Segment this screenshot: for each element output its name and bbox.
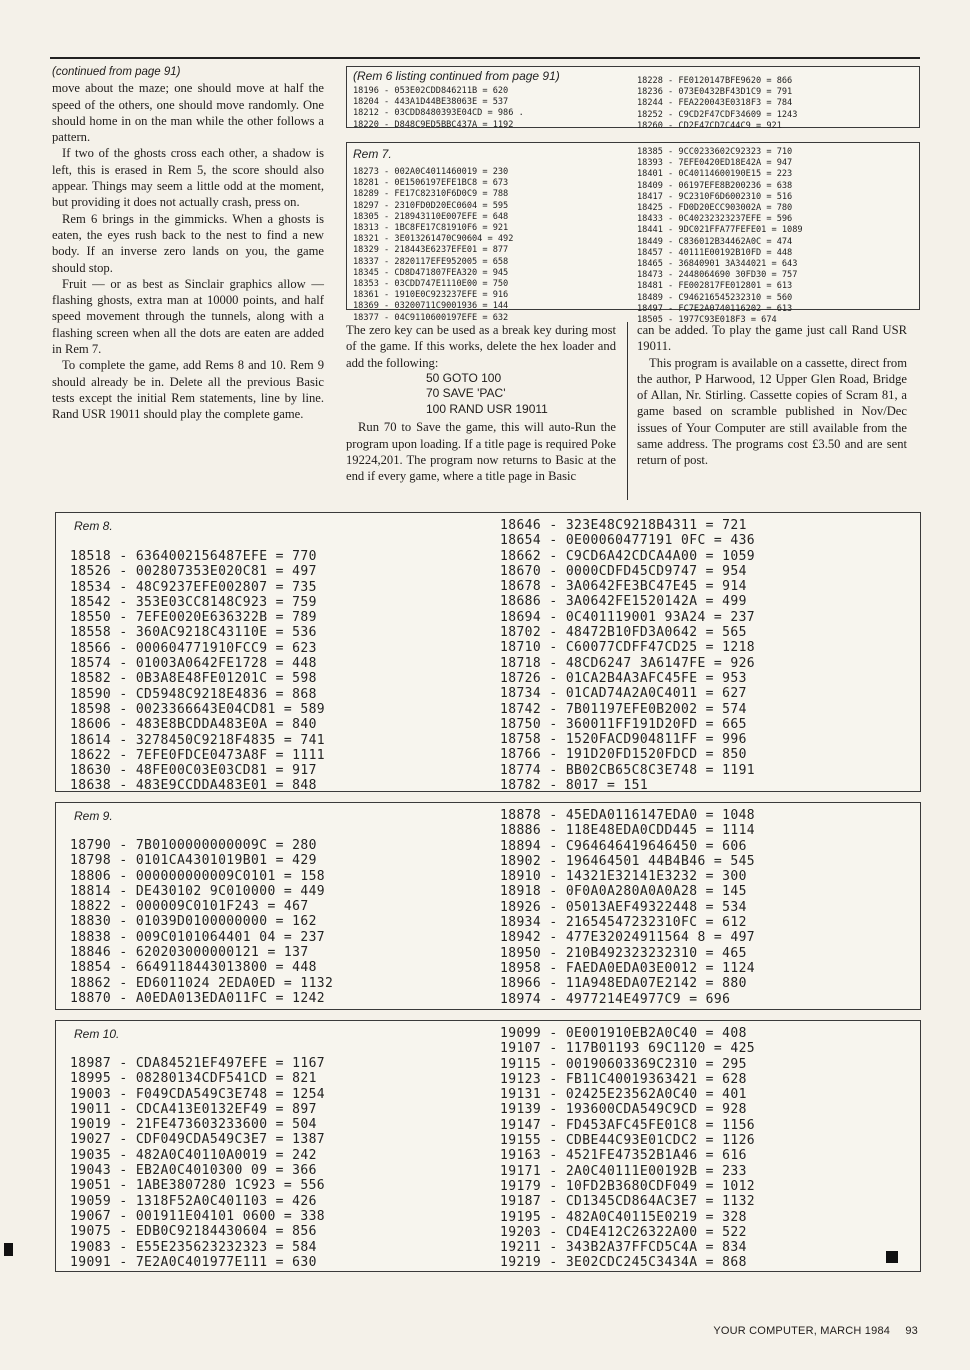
listing-line: 18790 - 7B0100000000009C = 280 xyxy=(70,838,317,853)
listing-line: 18798 - 0101CA4301019B01 = 429 xyxy=(70,853,317,869)
listing-line: 19171 - 2A0C40111E00192B = 233 xyxy=(500,1163,747,1179)
listing-line: 18401 - 0C40114600190E15 = 223 xyxy=(637,169,793,180)
listing-line: 18329 - 218443E6237EFE01 = 877 xyxy=(353,245,509,256)
listing-line: 18313 - 1BC8FE17C81910F6 = 921 xyxy=(353,223,509,234)
listing-line: 18846 - 620203000000121 = 137 xyxy=(70,945,309,961)
listing-line: 18782 - 8017 = 151 xyxy=(500,778,649,794)
listing-line: 18774 - BB02CB65C8C3E748 = 1191 xyxy=(500,762,756,778)
listing-line: 18598 - 0023366643E04CD81 = 589 xyxy=(70,701,326,717)
listing-line: 18204 - 443A1D44BE38063E = 537 xyxy=(353,97,509,108)
listing-line: 18814 - DE430102 9C010000 = 449 xyxy=(70,883,326,899)
listing-line: 18497 - FC7E2A0740116202 = 613 xyxy=(637,303,793,314)
listing-line: 18534 - 48C9237EFE002807 = 735 xyxy=(70,579,317,595)
article-column-middle xyxy=(346,322,616,485)
listing-title: Rem 9. xyxy=(74,809,113,823)
listing-title: Rem 10. xyxy=(74,1027,120,1041)
listing-line: 18220 - D848C9ED5BBC437A = 1192 xyxy=(353,119,514,130)
listing-column-right xyxy=(500,518,918,793)
listing-line: 18252 - C9CD2F47CDF34609 = 1243 xyxy=(637,109,798,120)
listing-line: 18297 - 2310FD0D20EC0604 = 595 xyxy=(353,200,509,211)
listing-line: 18377 - 04C9110600197EFE = 632 xyxy=(353,312,509,323)
listing-line: 18228 - FE0120147BFE9620 = 866 xyxy=(637,76,793,86)
listing-line: 18718 - 48CD6247 3A6147FE = 926 xyxy=(500,655,756,671)
listing-line: 18910 - 14321E32141E3232 = 300 xyxy=(500,869,747,885)
listing-line: 18481 - FE002817FE012801 = 613 xyxy=(637,281,793,292)
basic-line: 70 SAVE 'PAC' xyxy=(426,386,506,401)
listing-line: 18678 - 3A0642FE3BC47E45 = 914 xyxy=(500,579,747,595)
article-column-left xyxy=(52,64,324,423)
listing-line: 19019 - 21FE473603233600 = 504 xyxy=(70,1117,317,1133)
listing-line: 18766 - 191D20FD1520FDCD = 850 xyxy=(500,747,747,763)
paragraph: To complete the game, add Rems 8 and 10. Rem 9 should already be in. Delete all the previous Basic tests except the initial Rem statements, line by line. Rand USR 19011 should play the complete game. xyxy=(52,358,324,422)
listing-line: 19075 - EDB0C92184430604 = 856 xyxy=(70,1224,317,1240)
listing-line: 19043 - EB2A0C4010300 09 = 366 xyxy=(70,1163,317,1179)
listing-line: 18902 - 196464501 44B4B46 = 545 xyxy=(500,853,756,869)
top-rule xyxy=(50,57,920,59)
paragraph: If two of the ghosts cross each other, a shadow is left, this is erased in Rem 5, the score should also appear. Things may seem a little odd at the moment, but providing it does not actually crash, press on. xyxy=(52,146,324,210)
listing-line: 18542 - 353E03CC8148C923 = 759 xyxy=(70,594,317,610)
listing-line: 18489 - C946216545232310 = 560 xyxy=(637,292,793,303)
listing-line: 18926 - 05013AEF49322448 = 534 xyxy=(500,899,747,915)
listing-line: 18686 - 3A0642FE1520142A = 499 xyxy=(500,594,747,610)
listing-line: 18987 - CDA84521EF497EFE = 1167 xyxy=(70,1056,326,1071)
listing-line: 19139 - 193600CDA549C9CD = 928 xyxy=(500,1102,747,1118)
listing-line: 18260 - CD2F47CD7C44C9 = 921 xyxy=(637,120,782,131)
listing-line: 19107 - 117B01193 69C1120 = 425 xyxy=(500,1041,756,1057)
listing-line: 18369 - 03200711C9001936 = 144 xyxy=(353,301,509,312)
listing-line: 18702 - 48472B10FD3A0642 = 565 xyxy=(500,625,747,641)
rem6-listing xyxy=(346,66,920,131)
listing-line: 18638 - 483E9CCDDA483E01 = 848 xyxy=(70,778,317,794)
listing-line: 19155 - CDBE44C93E01CDC2 = 1126 xyxy=(500,1133,756,1149)
listing-line: 19099 - 0E001910EB2A0C40 = 408 xyxy=(500,1026,747,1041)
listing-line: 19195 - 482A0C40115E0219 = 328 xyxy=(500,1209,747,1225)
listing-line: 18465 - 36840901 3A344021 = 643 xyxy=(637,259,798,270)
listing-line: 19067 - 001911E04101 0600 = 338 xyxy=(70,1208,326,1224)
listing-line: 18441 - 9DC021FFA77FEFE01 = 1089 xyxy=(637,225,803,236)
listing-line: 18734 - 01CAD74A2A0C4011 = 627 xyxy=(500,686,747,702)
listing-line: 18558 - 360AC9218C43110E = 536 xyxy=(70,625,317,641)
listing-line: 18345 - CD8D471807FEA320 = 945 xyxy=(353,267,509,278)
listing-line: 18654 - 0E00060477191 0FC = 436 xyxy=(500,533,756,549)
listing-line: 18854 - 6649118443013800 = 448 xyxy=(70,960,317,976)
listing-line: 19059 - 1318F52A0C401103 = 426 xyxy=(70,1193,317,1209)
listing-column-left xyxy=(353,167,633,324)
listing-line: 18321 - 3E013261470C90604 = 492 xyxy=(353,234,514,245)
listing-line: 18550 - 7EFE0020E636322B = 789 xyxy=(70,610,317,626)
margin-mark xyxy=(4,1243,13,1256)
listing-column-right xyxy=(500,1026,918,1271)
listing-line: 19187 - CD1345CD864AC3E7 = 1132 xyxy=(500,1194,756,1210)
rem10-listing xyxy=(55,1020,921,1272)
listing-column-right xyxy=(500,808,918,1007)
paragraph: Fruit — or as best as Sinclair graphics allow — flashing ghosts, extra man at 10000 points, and half speed movement through the tunnels, along with a flashing screen when all the dots are eaten are added in Rem 7. xyxy=(52,276,324,357)
listing-line: 18822 - 000009C0101F243 = 467 xyxy=(70,899,309,915)
listing-line: 18337 - 2820117EFE952005 = 658 xyxy=(353,256,509,267)
listing-line: 18942 - 477E32024911564 8 = 497 xyxy=(500,930,756,946)
listing-line: 18726 - 01CA2B4A3AFC45FE = 953 xyxy=(500,670,747,686)
listing-line: 18830 - 01039D0100000000 = 162 xyxy=(70,914,317,930)
listing-line: 18606 - 483E8BCDDA483E0A = 840 xyxy=(70,717,317,733)
listing-line: 19011 - CDCA413E0132EF49 = 897 xyxy=(70,1101,317,1117)
listing-line: 18886 - 118E48EDA0CDD445 = 1114 xyxy=(500,823,756,839)
page-footer xyxy=(701,1325,918,1337)
listing-line: 18236 - 073E0432BF43D1C9 = 791 xyxy=(637,87,793,98)
listing-line: 18425 - FD0D20ECC903002A = 780 xyxy=(637,203,793,214)
listing-column-left xyxy=(70,1056,490,1270)
paragraph: The zero key can be used as a break key during most of the game. If this works, delete the hex loader and add the following: xyxy=(346,323,616,370)
listing-line: 18710 - C60077CDFF47CD25 = 1218 xyxy=(500,640,756,656)
listing-line: 19115 - 00190603369C2310 = 295 xyxy=(500,1056,747,1072)
listing-line: 18614 - 3278450C9218F4835 = 741 xyxy=(70,732,326,748)
listing-line: 19179 - 10FD2B3680CDF049 = 1012 xyxy=(500,1178,756,1194)
listing-line: 19203 - CD4E412C26322A00 = 522 xyxy=(500,1224,747,1240)
paragraph: Run 70 to Save the game, this will auto-Run the program upon loading. If a title page is required Poke 19224,201. The program now returns to Basic at the end if every game, where a title page in Basic xyxy=(346,420,616,484)
listing-line: 18694 - 0C401119001 93A24 = 237 xyxy=(500,609,756,625)
rem8-listing xyxy=(55,512,921,792)
listing-line: 18196 - 053E02CDD846211B = 620 xyxy=(353,86,509,96)
listing-line: 18838 - 009C0101064401 04 = 237 xyxy=(70,929,326,945)
listing-line: 18244 - FEA220043E0318F3 = 784 xyxy=(637,98,793,109)
basic-line: 50 GOTO 100 xyxy=(426,370,502,385)
listing-line: 18409 - 06197EFE8B200236 = 638 xyxy=(637,180,793,191)
listing-line: 18505 - 1977C93E018F3 = 674 xyxy=(637,315,777,326)
listing-line: 18750 - 360011FF191D20FD = 665 xyxy=(500,716,747,732)
listing-line: 18353 - 03CDD747E1110E00 = 750 xyxy=(353,279,509,290)
listing-line: 19131 - 02425E23562A0C40 = 401 xyxy=(500,1087,747,1103)
listing-line: 18305 - 218943110E007EFE = 648 xyxy=(353,211,509,222)
listing-line: 19083 - E55E235623232323 = 584 xyxy=(70,1239,317,1255)
listing-line: 18630 - 48FE00C03E03CD81 = 917 xyxy=(70,763,317,779)
listing-line: 18862 - ED6011024 2EDA0ED = 1132 xyxy=(70,975,334,991)
listing-column-right xyxy=(637,147,917,326)
listing-column-left xyxy=(353,86,633,131)
listing-line: 18473 - 2448064690 30FD30 = 757 xyxy=(637,270,798,281)
listing-column-left xyxy=(70,549,490,794)
listing-line: 18974 - 4977214E4977C9 = 696 xyxy=(500,991,731,1007)
listing-line: 18950 - 210B492323232310 = 465 xyxy=(500,945,747,961)
listing-line: 19051 - 1ABE3807280 1C923 = 556 xyxy=(70,1178,326,1194)
listing-line: 18361 - 1910E0C923237EFE = 916 xyxy=(353,290,509,301)
listing-line: 18870 - A0EDA013EDA011FC = 1242 xyxy=(70,990,326,1006)
listing-line: 18590 - CD5948C9218E4836 = 868 xyxy=(70,686,317,702)
listing-line: 18385 - 9CC0233602C92323 = 710 xyxy=(637,147,793,157)
page-number: 93 xyxy=(905,1325,918,1337)
listing-line: 18574 - 01003A0642FE1728 = 448 xyxy=(70,656,317,672)
column-divider xyxy=(627,322,628,500)
listing-line: 18457 - 40111E00192B10FD = 448 xyxy=(637,247,793,258)
listing-line: 18918 - 0F0A0A280A0A0A28 = 145 xyxy=(500,884,747,900)
listing-line: 18449 - C836012B34462A0C = 474 xyxy=(637,236,793,247)
listing-line: 19219 - 3E02CDC245C3434A = 868 xyxy=(500,1255,747,1271)
listing-line: 18995 - 08280134CDF541CD = 821 xyxy=(70,1071,317,1087)
listing-line: 18878 - 45EDA0116147EDA0 = 1048 xyxy=(500,808,756,823)
rem7-listing xyxy=(346,142,920,326)
listing-line: 19003 - F049CDA549C3E748 = 1254 xyxy=(70,1086,326,1102)
listing-line: 19091 - 7E2A0C401977E111 = 630 xyxy=(70,1254,317,1270)
listing-column-left xyxy=(70,838,490,1006)
listing-line: 18281 - 0E1506197EFE1BC8 = 673 xyxy=(353,178,509,189)
listing-line: 18582 - 0B3A8E48FE01201C = 598 xyxy=(70,671,317,687)
article-column-right xyxy=(637,322,907,469)
listing-line: 18662 - C9CD6A42CDCA4A00 = 1059 xyxy=(500,548,756,564)
listing-line: 18566 - 000604771910FCC9 = 623 xyxy=(70,640,317,656)
listing-line: 18934 - 21654547232310FC = 612 xyxy=(500,915,747,931)
paragraph: move about the maze; one should move at half the speed of the others, one should move randomly. One should home in on the man while the other follows a pattern. xyxy=(52,81,324,145)
end-of-article-square xyxy=(886,1251,898,1263)
listing-line: 19027 - CDF049CDA549C3E7 = 1387 xyxy=(70,1132,326,1148)
listing-line: 18958 - FAEDA0EDA03E0012 = 1124 xyxy=(500,960,756,976)
listing-line: 18806 - 000000000009C0101 = 158 xyxy=(70,868,326,884)
listing-line: 18417 - 9C2310F6D6002310 = 516 xyxy=(637,191,793,202)
listing-line: 18966 - 11A948EDA07E2142 = 880 xyxy=(500,976,747,992)
listing-line: 19163 - 4521FE47352B1A46 = 616 xyxy=(500,1148,747,1164)
listing-line: 19035 - 482A0C40110A0019 = 242 xyxy=(70,1147,317,1163)
listing-title: Rem 8. xyxy=(74,519,113,533)
listing-line: 18433 - 0C40232323237EFE = 596 xyxy=(637,214,793,225)
paragraph: This program is available on a cassette, direct from the author, P Harwood, 12 Upper Glen Road, Bridge of Allan, Nr. Stirling. Cassette copies of Scram 81, a game based on scramble published in Nov/Dec issues of Your Computer are still available from the same address. The programs cost £3.50 and are sent return of post. xyxy=(637,355,907,468)
listing-column-right xyxy=(637,76,917,132)
listing-line: 18758 - 1520FACD904811FF = 996 xyxy=(500,732,747,748)
listing-line: 18518 - 6364002156487EFE = 770 xyxy=(70,549,317,564)
listing-title: (Rem 6 listing continued from page 91) xyxy=(353,69,560,83)
listing-line: 18646 - 323E48C9218B4311 = 721 xyxy=(500,518,747,533)
listing-line: 18212 - 03CDD8480393E04CD = 986 . xyxy=(353,108,524,119)
listing-title: Rem 7. xyxy=(353,147,392,161)
paragraph: can be added. To play the game just call Rand USR 19011. xyxy=(637,323,907,354)
rem9-listing xyxy=(55,802,921,1010)
listing-line: 18670 - 0000CDFD45CD9747 = 954 xyxy=(500,563,747,579)
magazine-issue: YOUR COMPUTER, MARCH 1984 xyxy=(713,1325,891,1337)
continued-note: (continued from page 91) xyxy=(52,66,181,78)
listing-line: 18393 - 7EFE0420ED18E42A = 947 xyxy=(637,158,793,169)
listing-line: 19147 - FD453AFC45FE01C8 = 1156 xyxy=(500,1117,756,1133)
listing-line: 18894 - C964646419646450 = 606 xyxy=(500,838,747,854)
paragraph: Rem 6 brings in the gimmicks. When a ghosts is eaten, the eyes rush back to the nest to find a new body. If an inverse zero lands on you, the game should stop. xyxy=(52,211,324,275)
listing-line: 18526 - 002807353E020C81 = 497 xyxy=(70,564,317,580)
basic-line: 100 RAND USR 19011 xyxy=(426,401,548,416)
listing-line: 18622 - 7EFE0FDCE0473A8F = 1111 xyxy=(70,747,326,763)
listing-line: 19123 - FB11C40019363421 = 628 xyxy=(500,1071,747,1087)
listing-line: 18742 - 7B01197EFE0B2002 = 574 xyxy=(500,701,747,717)
listing-line: 18289 - FE17C82310F6D0C9 = 788 xyxy=(353,189,509,200)
listing-line: 18273 - 002A0C4011460019 = 230 xyxy=(353,167,509,177)
listing-line: 19211 - 343B2A37FFCD5C4A = 834 xyxy=(500,1240,747,1256)
